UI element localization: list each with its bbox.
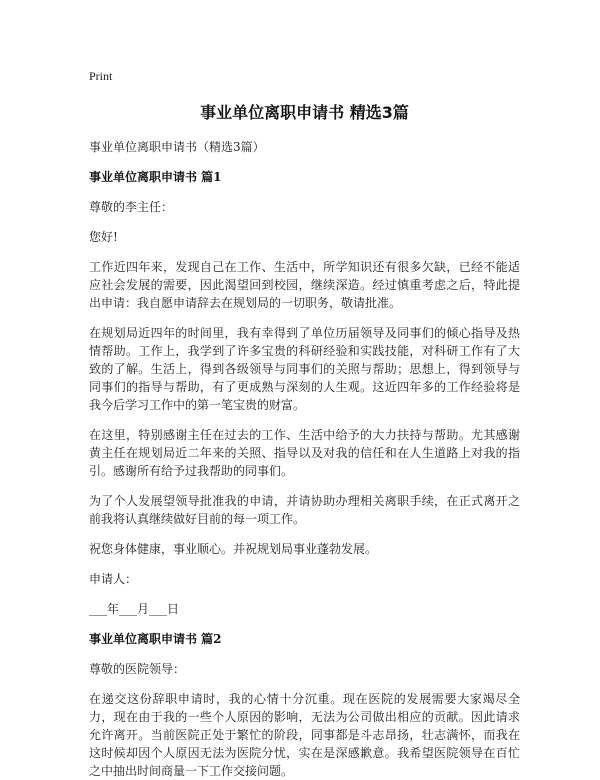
document-subtitle: 事业单位离职申请书（精选3篇）	[89, 140, 265, 154]
section-1-paragraph: 祝您身体健康，事业顺心。并祝规划局事业蓬勃发展。	[89, 542, 378, 556]
section-2-heading: 事业单位离职申请书 篇2	[89, 632, 222, 646]
date-line: ___年___月___日	[89, 602, 180, 616]
section-1-paragraph: 在这里，特别感谢主任在过去的工作、生活中给予的大力扶持与帮助。尤其感谢黄主任在规划局近二年来的关照、指导以及对我的信任和在人生道路上对我的指引。感谢所有给予过我帮助的同事们。	[89, 428, 520, 478]
section-1-greeting: 您好!	[89, 230, 118, 244]
section-1-paragraph: 为了个人发展望领导批准我的申请，并请协助办理相关离职手续，在正式离开之前我将认真继续做好目前的每一项工作。	[89, 494, 520, 526]
section-1-salutation: 尊敬的李主任：	[89, 200, 174, 214]
section-1-heading: 事业单位离职申请书 篇1	[89, 170, 222, 184]
applicant-label: 申请人：	[89, 572, 138, 586]
print-link[interactable]: Print	[89, 69, 113, 83]
section-1-paragraph: 在规划局近四年的时间里，我有幸得到了单位历届领导及同事们的倾心指导及热情帮助。工作上，我学到了许多宝贵的科研经验和实践技能，对科研工作有了大致的了解。生活上，得到各级领导与同事们的关照与帮助；思想上，得到领导与同事们的指导与帮助，有了更成熟与深刻的人生观。这近四年多的工作经验将是我今后学习工作中的第一笔宝贵的财富。	[89, 326, 520, 412]
section-2-salutation: 尊敬的医院领导：	[89, 662, 186, 676]
document-title: 事业单位离职申请书 精选3篇	[200, 103, 409, 122]
section-1-paragraph: 工作近四年来，发现自己在工作、生活中，所学知识还有很多欠缺，已经不能适应社会发展的需要，因此渴望回到校园，继续深造。经过慎重考虑之后，特此提出申请：我自愿申请辞去在规划局的一切职务，敬请批准。	[89, 260, 520, 310]
section-2-paragraph: 在递交这份辞职申请时，我的心情十分沉重。现在医院的发展需要大家竭尽全力，现在由于我的一些个人原因的影响，无法为公司做出相应的贡献。因此请求允许离开。当前医院正处于繁忙的阶段，同事都是斗志昂扬，壮志满怀，而我在这时候却因个人原因无法为医院分忧，实在是深感歉意。我希望医院领导在百忙之中抽出时间商量一下工作交接问题。	[89, 692, 520, 778]
